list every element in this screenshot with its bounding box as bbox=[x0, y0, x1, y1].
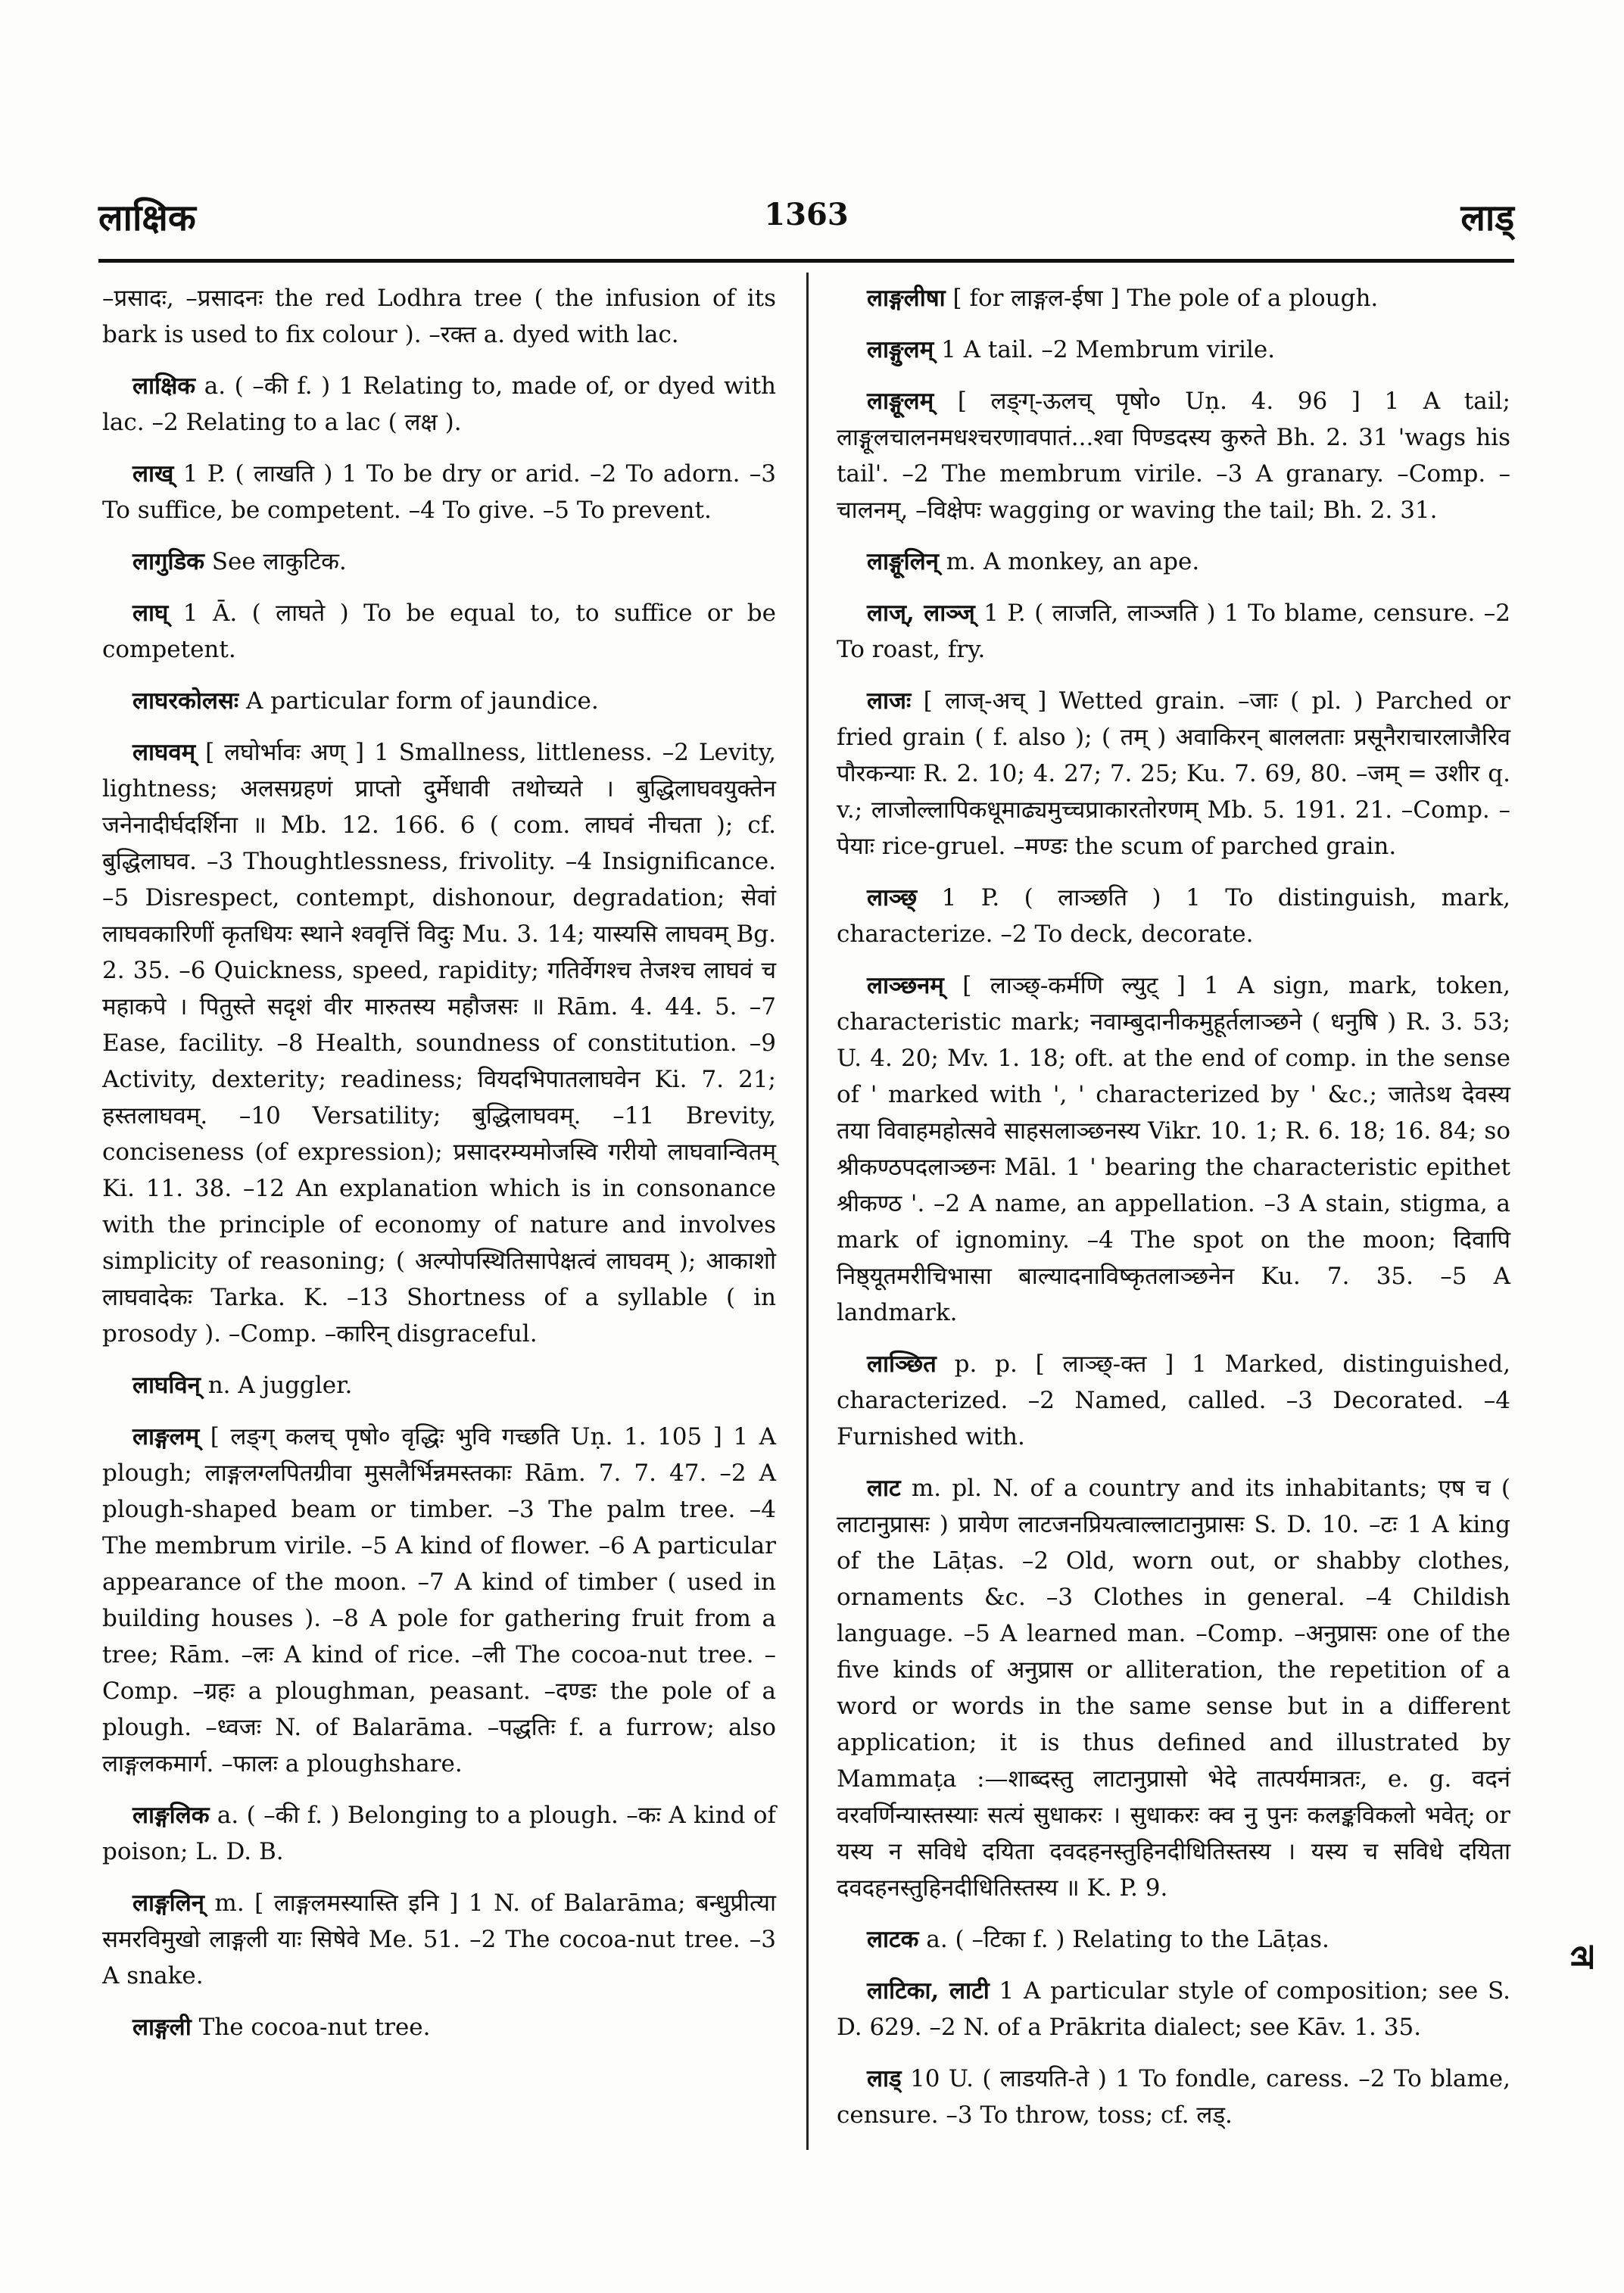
entry-headword: लाख् bbox=[132, 460, 174, 488]
entry-definition: 10 U. ( लाडयति-ते ) 1 To fondle, caress. –2 To blame, censure. –3 To throw, toss; cf. लड्. bbox=[837, 2065, 1510, 2129]
entry-headword: लाञ्छ् bbox=[867, 884, 918, 911]
entry-headword: लाड् bbox=[867, 2065, 902, 2092]
dictionary-entry bbox=[837, 544, 1510, 580]
entry-definition: n. A juggler. bbox=[200, 1372, 353, 1399]
dictionary-entry bbox=[102, 2009, 776, 2045]
entry-definition: a. ( –की f. ) 1 Relating to, made of, or dyed with lac. –2 Relating to a lac ( लक्ष ). bbox=[102, 372, 776, 436]
entry-definition: m. [ लाङ्गलमस्यास्ति इनि ] 1 N. of Balarāma; बन्धुप्रीत्या समरविमुखो लाङ्गली याः सिषेवे Me. 51. –2 The cocoa-nut tree. –3 A snake. bbox=[102, 1890, 776, 1989]
entry-definition: [ लङ्ग् कलच् पृषो० वृद्धिः भुवि गच्छति Uṇ. 1. 105 ] 1 A plough; लाङ्गलग्लपितग्रीवा मुसलैर्भिन्नमस्तकाः Rām. 7. 7. 47. –2 A plough-shaped beam or timber. –3 The palm tree. –4 The membrum virile. –5 A kind of flower. –6 A particular appearance of the moon. –7 A kind of timber ( used in building houses ). –8 A pole for gathering fruit from a tree; Rām. –लः A kind of rice. –ली The cocoa-nut tree. –Comp. –ग्रहः a ploughman, peasant. –दण्डः the pole of a plough. –ध्वजः N. of Balarāma. –पद्धतिः f. a furrow; also लाङ्गलकमार्ग. –फालः a ploughshare. bbox=[102, 1423, 776, 1777]
dictionary-entry bbox=[102, 1367, 776, 1404]
dictionary-entry bbox=[837, 383, 1510, 528]
dictionary-entry bbox=[837, 1470, 1510, 1906]
page-header bbox=[98, 182, 1514, 265]
entry-definition: a. ( –टिका f. ) Relating to the Lāṭas. bbox=[918, 1926, 1329, 1953]
entry-definition: 1 Ā. ( लाघते ) To be equal to, to suffice or be competent. bbox=[102, 600, 776, 663]
entry-headword: लाक्षिक bbox=[132, 372, 196, 400]
left-column bbox=[102, 280, 776, 2061]
entry-headword: लाटिका, लाटी bbox=[867, 1977, 990, 2005]
thumb-index-mark: ल bbox=[1563, 1946, 1602, 1968]
entry-definition: a. ( –की f. ) Belonging to a plough. –कः A kind of poison; L. D. B. bbox=[102, 1802, 776, 1865]
entry-definition: m. A monkey, an ape. bbox=[938, 548, 1200, 575]
header-rule bbox=[98, 259, 1514, 263]
entry-headword: लाङ्गलम् bbox=[132, 1423, 200, 1450]
entry-definition: See लाकुटिक. bbox=[204, 548, 347, 575]
entry-headword: लाघविन् bbox=[132, 1372, 201, 1399]
entry-headword: लाट bbox=[867, 1475, 901, 1502]
entry-headword: लाङ्गलीषा bbox=[867, 285, 946, 312]
entry-headword: लाङ्गली bbox=[132, 2014, 192, 2041]
entry-headword: लाघरकोलसः bbox=[132, 687, 239, 715]
entry-definition: [ लाञ्छ्-कर्मणि ल्युट् ] 1 A sign, mark, token, characteristic mark; नवाम्बुदानीकमुहूर्तलाञ्छने ( धनुषि ) R. 3. 53; U. 4. 20; Mv. 1. 18; oft. at the end of comp. in the sense of ' marked with ', ' characterized by ' &c.; जातेऽथ देवस्य तया विवाहमहोत्सवे साहसलाञ्छनस्य Vikr. 10. 1; R. 6. 18; 16. 84; so श्रीकण्ठपदलाञ्छनः Māl. 1 ' bearing the characteristic epithet श्रीकण्ठ '. –2 A name, an appellation. –3 A stain, stigma, a mark of ignominy. –4 The spot on the moon; दिवापि निष्ठ्यूतमरीचिभासा बाल्यादनाविष्कृतलाञ्छनेन Ku. 7. 35. –5 A landmark. bbox=[837, 972, 1510, 1326]
dictionary-entry bbox=[837, 595, 1510, 668]
dictionary-entry bbox=[837, 1346, 1510, 1455]
entry-definition: [ लङ्ग्-ऊलच् पृषो० Uṇ. 4. 96 ] 1 A tail; लाङ्गूलचालनमधश्चरणावपातं...श्वा पिण्डदस्य कुरुते Bh. 2. 31 'wags his tail'. –2 The membrum virile. –3 A granary. –Comp. –चालनम्, –विक्षेपः wagging or waving the tail; Bh. 2. 31. bbox=[837, 388, 1510, 524]
entry-definition: m. pl. N. of a country and its inhabitants; एष च ( लाटानुप्रासः ) प्रायेण लाटजनप्रियत्वाल्लाटानुप्रासः S. D. 10. –टः 1 A king of the Lāṭas. –2 Old, worn out, or shabby clothes, ornaments &c. –3 Clothes in general. –4 Childish language. –5 A learned man. –Comp. –अनुप्रासः one of the five kinds of अनुप्रास or alliteration, the repetition of a word or words in the same sense but in a different application; it is thus defined and illustrated by Mammaṭa :—शाब्दस्तु लाटानुप्रासो भेदे तात्पर्यमात्रतः, e. g. वदनं वरवर्णिन्यास्तस्याः सत्यं सुधाकरः । सुधाकरः क्व नु पुनः कलङ्कविकलो भवेत्; or यस्य न सविधे दयिता दवदहनस्तुहिनदीधितिस्तस्य । यस्य च सविधे दयिता दवदहनस्तुहिनदीधितिस्तस्य ॥ K. P. 9. bbox=[837, 1475, 1510, 1902]
entry-headword: लाङ्गूलिन् bbox=[867, 548, 939, 575]
dictionary-entry bbox=[102, 456, 776, 528]
dictionary-entry bbox=[102, 1419, 776, 1782]
dictionary-entry bbox=[837, 967, 1510, 1331]
dictionary-entry bbox=[102, 280, 776, 353]
entry-headword: लाघ् bbox=[132, 600, 169, 627]
entry-definition: The cocoa-nut tree. bbox=[191, 2014, 431, 2041]
dictionary-entry bbox=[837, 332, 1510, 368]
column-divider bbox=[806, 273, 809, 2150]
dictionary-entry bbox=[102, 734, 776, 1352]
entry-headword: लागुडिक bbox=[132, 548, 204, 575]
entry-headword: लाजः bbox=[867, 687, 912, 715]
entry-definition: [ लाज्-अच् ] Wetted grain. –जाः ( pl. ) Parched or fried grain ( f. also ); ( तम् ) अवाकिरन् बाललताः प्रसूनैराचारलाजैरिव पौरकन्याः R. 2. 10; 4. 27; 7. 25; Ku. 7. 69, 80. –जम् = उशीर q. v.; लाजोल्लापिकधूमाढ्यमुच्चप्राकारतोरणम् Mb. 5. 191. 21. –Comp. –पेयाः rice-gruel. –मण्डः the scum of parched grain. bbox=[837, 687, 1510, 860]
entry-definition: [ लघोर्भावः अण् ] 1 Smallness, littleness. –2 Levity, lightness; अलसग्रहणं प्राप्तो दुर्मेधावी तथोच्यते । बुद्धिलाघवयुक्तेन जनेनादीर्घदर्शिना ॥ Mb. 12. 166. 6 ( com. लाघवं नीचता ); cf. बुद्धिलाघव. –3 Thoughtlessness, frivolity. –4 Insignificance. –5 Disrespect, contempt, dishonour, degradation; सेवां लाघवकारिणीं कृतधियः स्थाने श्ववृत्तिं विदुः Mu. 3. 14; यास्यसि लाघवम् Bg. 2. 35. –6 Quickness, speed, rapidity; गतिर्वेगश्च तेजश्च लाघवं च महाकपे । पितुस्ते सदृशं वीर मारुतस्य महौजसः ॥ Rām. 4. 44. 5. –7 Ease, facility. –8 Health, soundness of constitution. –9 Activity, dexterity; readiness; वियदभिपातलाघवेन Ki. 7. 21; हस्तलाघवम्. –10 Versatility; बुद्धिलाघवम्. –11 Brevity, conciseness (of expression); प्रसादरम्यमोजस्वि गरीयो लाघवान्वितम् Ki. 11. 38. –12 An explanation which is in consonance with the principle of economy of nature and involves simplicity of reasoning; ( अल्पोपस्थितिसापेक्षत्वं लाघवम् ); आकाशो लाघवादेकः Tarka. K. –13 Shortness of a syllable ( in prosody ). –Comp. –कारिन् disgraceful. bbox=[102, 739, 776, 1347]
dictionary-entry bbox=[102, 368, 776, 441]
entry-headword: लाञ्छनम् bbox=[867, 972, 944, 999]
dictionary-entry bbox=[102, 1885, 776, 1994]
entry-definition: A particular form of jaundice. bbox=[238, 687, 599, 715]
right-column bbox=[837, 280, 1510, 2148]
entry-definition: 1 P. ( लाखति ) 1 To be dry or arid. –2 To adorn. –3 To suffice, be competent. –4 To give. –5 To prevent. bbox=[102, 460, 776, 524]
dictionary-entry bbox=[102, 1797, 776, 1870]
left-guide-word: लाक्षिक bbox=[98, 197, 196, 239]
entry-headword: लाटक bbox=[867, 1926, 919, 1953]
dictionary-entry bbox=[837, 1921, 1510, 1958]
entry-headword: लाङ्गलिन् bbox=[132, 1890, 204, 1917]
entry-definition: 1 A tail. –2 Membrum virile. bbox=[934, 336, 1276, 363]
dictionary-entry bbox=[102, 544, 776, 580]
entry-headword: लाघवम् bbox=[132, 739, 196, 766]
page-number: 1363 bbox=[764, 197, 849, 232]
dictionary-entry bbox=[102, 595, 776, 668]
dictionary-entry bbox=[837, 683, 1510, 865]
entry-definition: p. p. [ लाञ्छ्-क्त ] 1 Marked, distinguished, characterized. –2 Named, called. –3 Decorated. –4 Furnished with. bbox=[837, 1351, 1510, 1450]
dictionary-entry bbox=[102, 683, 776, 719]
dictionary-entry bbox=[837, 280, 1510, 316]
entry-definition: –प्रसादः, –प्रसादनः the red Lodhra tree ( the infusion of its bark is used to fix colour ). –रक्त a. dyed with lac. bbox=[102, 285, 776, 348]
entry-headword: लाङ्गुलम् bbox=[867, 336, 934, 363]
entry-headword: लाङ्गूलम् bbox=[867, 388, 934, 415]
dictionary-entry bbox=[837, 2061, 1510, 2133]
entry-definition: 1 P. ( लाजति, लाञ्जति ) 1 To blame, censure. –2 To roast, fry. bbox=[837, 600, 1510, 663]
entry-headword: लाज्, लाञ्ज् bbox=[867, 600, 975, 627]
entry-definition: [ for लाङ्गल-ईषा ] The pole of a plough. bbox=[945, 285, 1379, 312]
entry-definition: 1 A particular style of composition; see S. D. 629. –2 N. of a Prākrita dialect; see Kāv. 1. 35. bbox=[837, 1977, 1511, 2041]
right-guide-word: लाड् bbox=[1460, 197, 1514, 239]
entry-headword: लाञ्छित bbox=[867, 1351, 937, 1378]
entry-headword: लाङ्गलिक bbox=[132, 1802, 210, 1829]
entry-definition: 1 P. ( लाञ्छति ) 1 To distinguish, mark, characterize. –2 To deck, decorate. bbox=[837, 884, 1510, 948]
dictionary-entry bbox=[837, 880, 1510, 952]
dictionary-entry bbox=[837, 1973, 1510, 2045]
